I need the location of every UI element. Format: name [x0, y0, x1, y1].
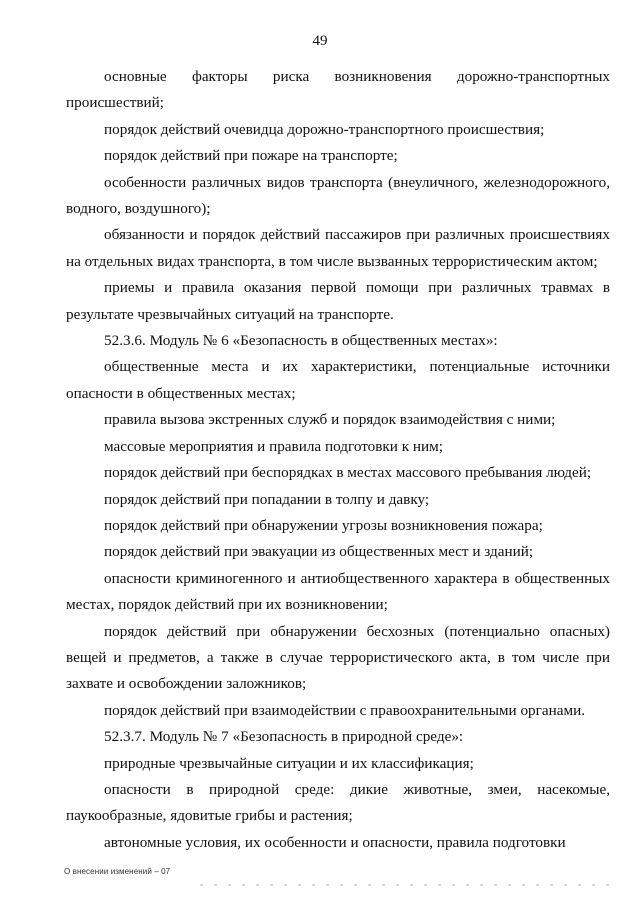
paragraph-road-accident-risk-factors: основные факторы риска возникновения дорожно-транспортных происшествий;	[66, 68, 610, 112]
paragraph-crowd-crush: порядок действий при попадании в толпу и давку;	[104, 490, 430, 508]
paragraph-first-aid-transport: приемы и правила оказания первой помощи при различных травмах в результате чрезвычайных ситуаций на транспорте.	[66, 279, 610, 323]
paragraph-riots: порядок действий при беспорядках в местах массового пребывания людей;	[104, 464, 592, 482]
footer-note: О внесении изменений – 07	[64, 867, 171, 876]
paragraph-autonomous-conditions: автономные условия, их особенности и опасности, правила подготовки	[104, 833, 566, 851]
document-body	[66, 64, 610, 856]
paragraph-emergency-services: правила вызова экстренных служб и порядок взаимодействия с ними;	[104, 411, 556, 429]
paragraph-transport-fire-actions: порядок действий при пожаре на транспорте;	[104, 147, 398, 165]
paragraph-criminal-dangers: опасности криминогенного и антиобщественного характера в общественных местах, порядок действий при их возникновении;	[66, 569, 610, 614]
scan-artifact-line	[200, 884, 620, 886]
paragraph-accident-witness-actions: порядок действий очевидца дорожно-транспортного происшествия;	[104, 120, 545, 138]
paragraph-suspicious-items: порядок действий при обнаружении бесхозных (потенциально опасных) вещей и предметов, а также в случае террористического акта, в том числе при захвате и освобождении заложников;	[66, 622, 610, 693]
paragraph-mass-events: массовые мероприятия и правила подготовки к ним;	[104, 437, 443, 455]
paragraph-natural-emergencies: природные чрезвычайные ситуации и их классификация;	[104, 754, 474, 772]
paragraph-public-places: общественные места и их характеристики, потенциальные источники опасности в общественных местах;	[66, 358, 610, 402]
page-number: 49	[312, 33, 328, 49]
paragraph-fire-threat: порядок действий при обнаружении угрозы возникновения пожара;	[104, 516, 543, 534]
paragraph-law-enforcement: порядок действий при взаимодействии с правоохранительными органами.	[104, 701, 586, 719]
paragraph-module-6-heading: 52.3.6. Модуль № 6 «Безопасность в общественных местах»:	[104, 332, 498, 350]
paragraph-passenger-duties: обязанности и порядок действий пассажиров при различных происшествиях на отдельных видах транспорта, в том числе вызванных террористическим актом;	[66, 226, 610, 270]
paragraph-evacuation: порядок действий при эвакуации из общественных мест и зданий;	[104, 543, 534, 561]
paragraph-transport-types: особенности различных видов транспорта (внеуличного, железнодорожного, водного, воздушного);	[66, 173, 610, 218]
paragraph-natural-dangers: опасности в природной среде: дикие животные, змеи, насекомые, паукообразные, ядовитые грибы и растения;	[66, 780, 610, 825]
paragraph-module-7-heading: 52.3.7. Модуль № 7 «Безопасность в природной среде»:	[104, 728, 464, 746]
